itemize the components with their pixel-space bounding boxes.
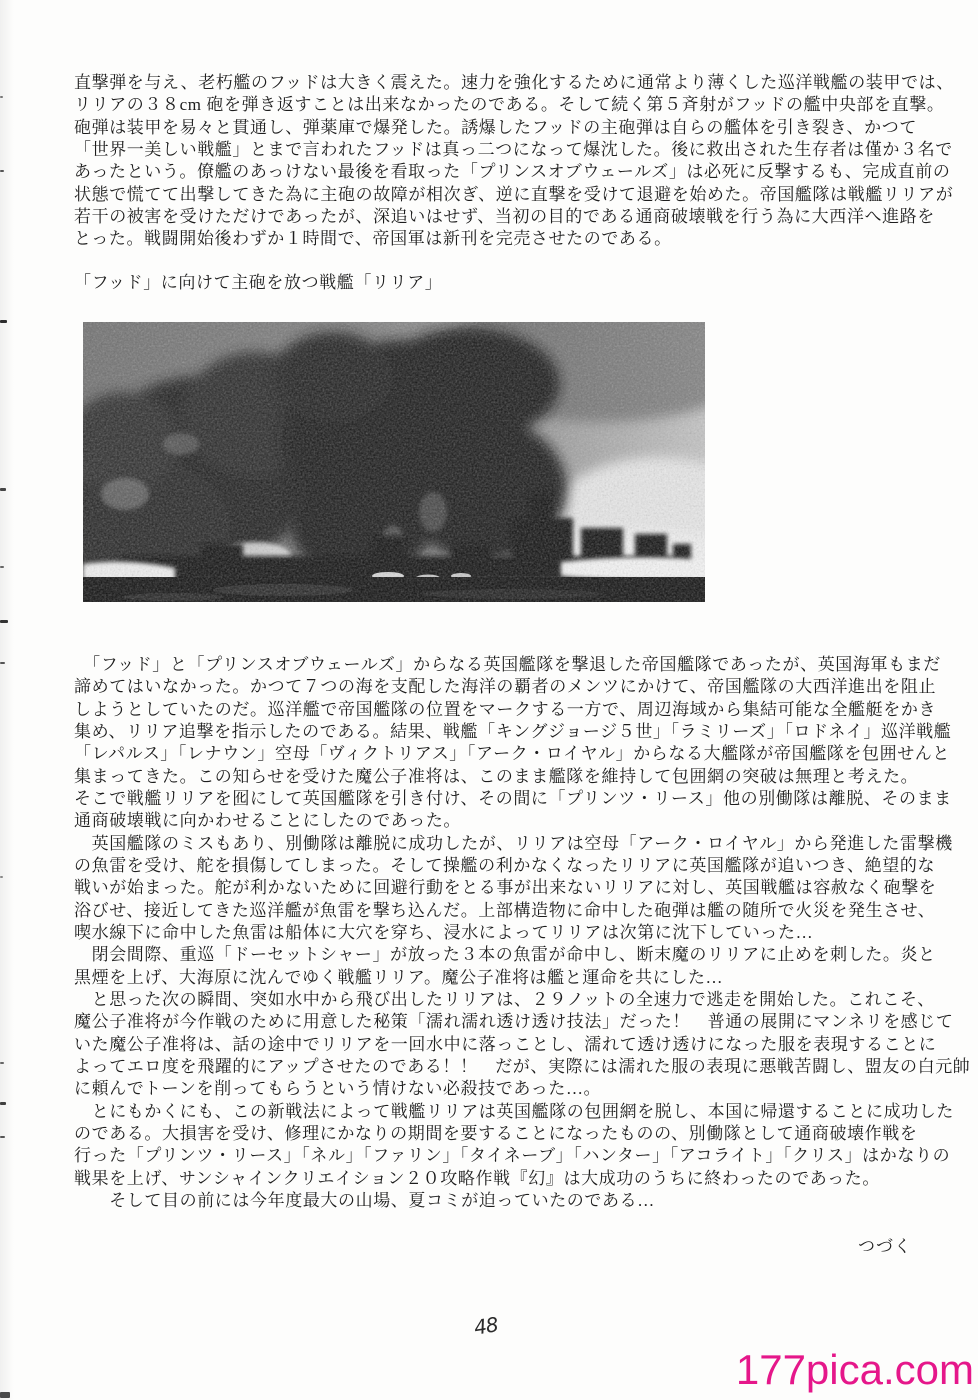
main-body-text: [74, 654, 971, 1212]
scan-artifact: [0, 566, 4, 568]
text-line: あったという。僚艦のあっけない最後を看取った「プリンスオブウェールズ」は必死に反撃するも、完成直前の: [74, 162, 951, 182]
text-line: そこで戦艦リリアを囮にして英国艦隊を引き付け、その間に「プリンツ・リース」他の別働隊は離脱、そのまま: [74, 788, 952, 808]
to-be-continued-label: つづく: [858, 1237, 912, 1256]
text-line: とった。戦闘開始後わずか１時間で、帝国軍は新刊を完売させたのである。: [74, 229, 672, 249]
scan-artifact: [0, 876, 3, 878]
naval-battle-photo: [83, 322, 705, 602]
scan-artifact: [0, 1062, 4, 1064]
text-line: リリアの３８cm 砲を弾き返すことは出来なかったのである。そして続く第５斉射がフッドの艦中央部を直撃。: [74, 95, 945, 115]
text-line: 通商破壊戦に向かわせることにしたのであった。: [74, 811, 462, 831]
scan-artifact: [0, 488, 6, 491]
text-line: 戦果を上げ、サンシャインクリエイション２０攻略作戦『幻』は大成功のうちに終わったのであった。: [74, 1168, 880, 1188]
text-line: 黒煙を上げ、大海原に沈んでゆく戦艦リリア。魔公子准将は艦と運命を共にした…: [74, 967, 724, 987]
text-line: 直撃弾を与え、老朽艦のフッドは大きく震えた。速力を強化するために通常より薄くした巡洋戦艦の装甲では、: [74, 73, 954, 92]
watermark: 177pica.com: [735, 1346, 974, 1393]
text-line: そして目の前には今年度最大の山場、夏コミが迫っていたのである…: [74, 1190, 655, 1210]
text-line: 集まってきた。この知らせを受けた魔公子准将は、このまま艦隊を維持して包囲網の突破は無理と考えた。: [74, 766, 919, 786]
text-line: 「フッド」と「プリンスオブウェールズ」からなる英国艦隊を撃退した帝国艦隊であったが、英国海軍もまだ: [74, 655, 941, 674]
text-line: 「レパルス」「レナウン」空母「ヴィクトリアス」「アーク・ロイヤル」からなる大艦隊が帝国艦隊を包囲せんと: [74, 744, 951, 764]
text-line: の魚雷を受け、舵を損傷してしまった。そして操艦の利かなくなったリリアに英国艦隊が追いつき、絶望的な: [74, 855, 936, 875]
text-line: 浴びせ、接近してきた巡洋艦が魚雷を撃ち込んだ。上部構造物に命中した砲弾は艦の随所で火災を発生させ、: [74, 900, 936, 920]
text-line: 集め、リリア追撃を指示したのである。結果、戦艦「キングジョージ５世」「ラミリーズ」「ロドネイ」巡洋戦艦: [74, 721, 952, 741]
text-line: しようとしていたのだ。巡洋艦で帝国艦隊の位置をマークする一方で、周辺海域から集結可能な全艦艇をかき: [74, 699, 937, 719]
photo-caption: 「フッド」に向けて主砲を放つ戦艦「リリア」: [74, 273, 443, 292]
text-line: とにもかくにも、この新戦法によって戦艦リリアは英国艦隊の包囲網を脱し、本国に帰還することに成功した: [74, 1101, 954, 1121]
scan-artifact: [0, 1136, 5, 1138]
text-line: 諦めてはいなかった。かつて７つの海を支配した海洋の覇者のメンツにかけて、帝国艦隊の大西洋進出を阻止: [74, 677, 937, 697]
text-line: 閉会間際、重巡「ドーセットシャー」が放った３本の魚雷が命中し、断末魔のリリアに止めを刺した。炎と: [74, 945, 936, 965]
text-line: 魔公子准将が今作戦のために用意した秘策「濡れ濡れ透け透け技法」だった！ 普通の展開にマンネリを感じて: [74, 1012, 954, 1032]
text-line: いた魔公子准将は、話の途中でリリアを一回水中に落っことし、濡れて透け透けになった服を表現することに: [74, 1034, 937, 1054]
scan-artifact: [0, 662, 5, 664]
text-line: のである。大損害を受け、修理にかなりの期間を要することになったものの、別働隊として通商破壊作戦を: [74, 1123, 918, 1143]
opening-paragraph: [74, 72, 954, 251]
text-line: 「世界一美しい戦艦」とまで言われたフッドは真っ二つになって爆沈した。後に救出された生存者は僅か３名で: [74, 139, 953, 159]
text-line: 英国艦隊のミスもあり、別働隊は離脱に成功したが、リリアは空母「アーク・ロイヤル」から発進した雷撃機: [74, 833, 953, 853]
handwritten-page-number: 48: [472, 1312, 500, 1340]
text-line: 状態で慌てて出撃してきた為に主砲の故障が相次ぎ、逆に直撃を受けて退避を始めた。帝国艦隊は戦艦リリアが: [74, 184, 954, 204]
scan-artifact: [0, 1102, 6, 1105]
battleship-firing-illustration: [83, 322, 705, 602]
text-line: 喫水線下に命中した魚雷は船体に大穴を穿ち、浸水によってリリアは次第に沈下していった…: [74, 922, 814, 942]
text-line: と思った次の瞬間、突如水中から飛び出したリリアは、２９ノットの全速力で逃走を開始した。これこそ、: [74, 989, 935, 1009]
text-line: よってエロ度を飛躍的にアップさせたのである！！ だが、実際には濡れた服の表現に悪戦苦闘し、盟友の白元帥: [74, 1056, 971, 1076]
scan-artifact: [0, 1392, 10, 1398]
scan-artifact: [0, 320, 7, 323]
text-line: に頼んでトーンを削ってもらうという情けない必殺技であった…。: [74, 1079, 602, 1099]
text-line: 砲弾は装甲を易々と貫通し、弾薬庫で爆発した。誘爆したフッドの主砲弾は自らの艦体を引き裂き、かつて: [74, 117, 917, 137]
text-line: 行った「プリンツ・リース」「ネル」「ファリン」「タイネーブ」「ハンター」「アコライト」「クリス」はかなりの: [74, 1146, 951, 1166]
scan-artifact: [0, 620, 8, 623]
scan-edge-shadow: [0, 0, 14, 1400]
scan-artifact: [0, 170, 4, 172]
scan-artifact: [0, 96, 3, 98]
text-line: 若干の被害を受けただけであったが、深追いはせず、当初の目的である通商破壊戦を行う為に大西洋へ進路を: [74, 206, 935, 226]
text-line: 戦いが始まった。舵が利かないために回避行動をとる事が出来ないリリアに対し、英国戦艦は容赦なく砲撃を: [74, 878, 937, 898]
